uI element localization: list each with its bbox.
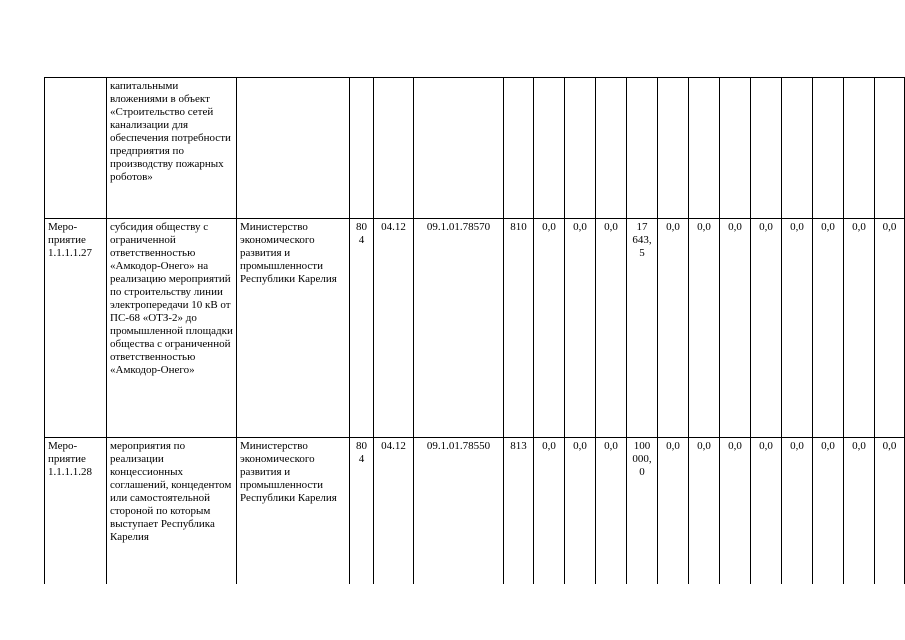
value-cell: 0,0 <box>782 438 813 584</box>
value-cell <box>596 78 627 219</box>
value-cell: 0,0 <box>844 219 875 438</box>
grbs-cell: 80 4 <box>350 438 374 584</box>
value-cell: 0,0 <box>534 438 565 584</box>
event-name-cell: мероприятия по реализации концессионных соглашений, концедентом или самостоятельной стороной по которым выступает Республика Карелия <box>107 438 237 584</box>
value-cell: 0,0 <box>782 219 813 438</box>
table-row <box>45 219 905 438</box>
value-cell: 0,0 <box>565 438 596 584</box>
value-cell <box>782 78 813 219</box>
value-cell: 0,0 <box>751 438 782 584</box>
value-cell: 0,0 <box>689 438 720 584</box>
value-cell: 0,0 <box>875 438 905 584</box>
csr-cell <box>414 78 504 219</box>
value-cell: 100 000, 0 <box>627 438 658 584</box>
value-cell: 0,0 <box>720 219 751 438</box>
value-cell: 0,0 <box>689 219 720 438</box>
value-cell: 0,0 <box>565 219 596 438</box>
value-cell: 0,0 <box>658 219 689 438</box>
program-table <box>44 77 905 584</box>
grbs-cell <box>350 78 374 219</box>
responsible-cell: Министерство экономического развития и промышленности Республики Карелия <box>237 438 350 584</box>
value-cell: 0,0 <box>751 219 782 438</box>
event-name-cell: капитальными вложениями в объект «Строительство сетей канализации для обеспечения потребности предприятия по производству пожарных роботов» <box>107 78 237 219</box>
vr-cell: 813 <box>504 438 534 584</box>
responsible-cell <box>237 78 350 219</box>
rzpr-cell: 04.12 <box>374 219 414 438</box>
value-cell <box>813 78 844 219</box>
value-cell <box>534 78 565 219</box>
rzpr-cell <box>374 78 414 219</box>
value-cell <box>658 78 689 219</box>
row-number-cell: Меро-приятие 1.1.1.1.28 <box>45 438 107 584</box>
value-cell <box>751 78 782 219</box>
table-row <box>45 438 905 584</box>
value-cell: 0,0 <box>596 219 627 438</box>
value-cell <box>565 78 596 219</box>
value-cell: 0,0 <box>534 219 565 438</box>
csr-cell: 09.1.01.78550 <box>414 438 504 584</box>
csr-cell: 09.1.01.78570 <box>414 219 504 438</box>
vr-cell: 810 <box>504 219 534 438</box>
value-cell <box>689 78 720 219</box>
grbs-cell: 80 4 <box>350 219 374 438</box>
value-cell: 0,0 <box>658 438 689 584</box>
value-cell: 0,0 <box>844 438 875 584</box>
value-cell: 0,0 <box>596 438 627 584</box>
value-cell: 0,0 <box>720 438 751 584</box>
row-number-cell: Меро-приятие 1.1.1.1.27 <box>45 219 107 438</box>
row-number-cell <box>45 78 107 219</box>
value-cell <box>627 78 658 219</box>
value-cell: 0,0 <box>875 219 905 438</box>
value-cell: 17 643, 5 <box>627 219 658 438</box>
table-row <box>45 78 905 219</box>
rzpr-cell: 04.12 <box>374 438 414 584</box>
value-cell <box>720 78 751 219</box>
value-cell <box>875 78 905 219</box>
event-name-cell: субсидия обществу с ограниченной ответственностью «Амкодор-Онего» на реализацию мероприятий по строительству линии электропередачи 10 кВ от ПС-68 «ОТЗ-2» до промышленной площадки общества с ограниченной ответственностью «Амкодор-Онего» <box>107 219 237 438</box>
responsible-cell: Министерство экономического развития и промышленности Республики Карелия <box>237 219 350 438</box>
value-cell <box>844 78 875 219</box>
vr-cell <box>504 78 534 219</box>
value-cell: 0,0 <box>813 219 844 438</box>
value-cell: 0,0 <box>813 438 844 584</box>
